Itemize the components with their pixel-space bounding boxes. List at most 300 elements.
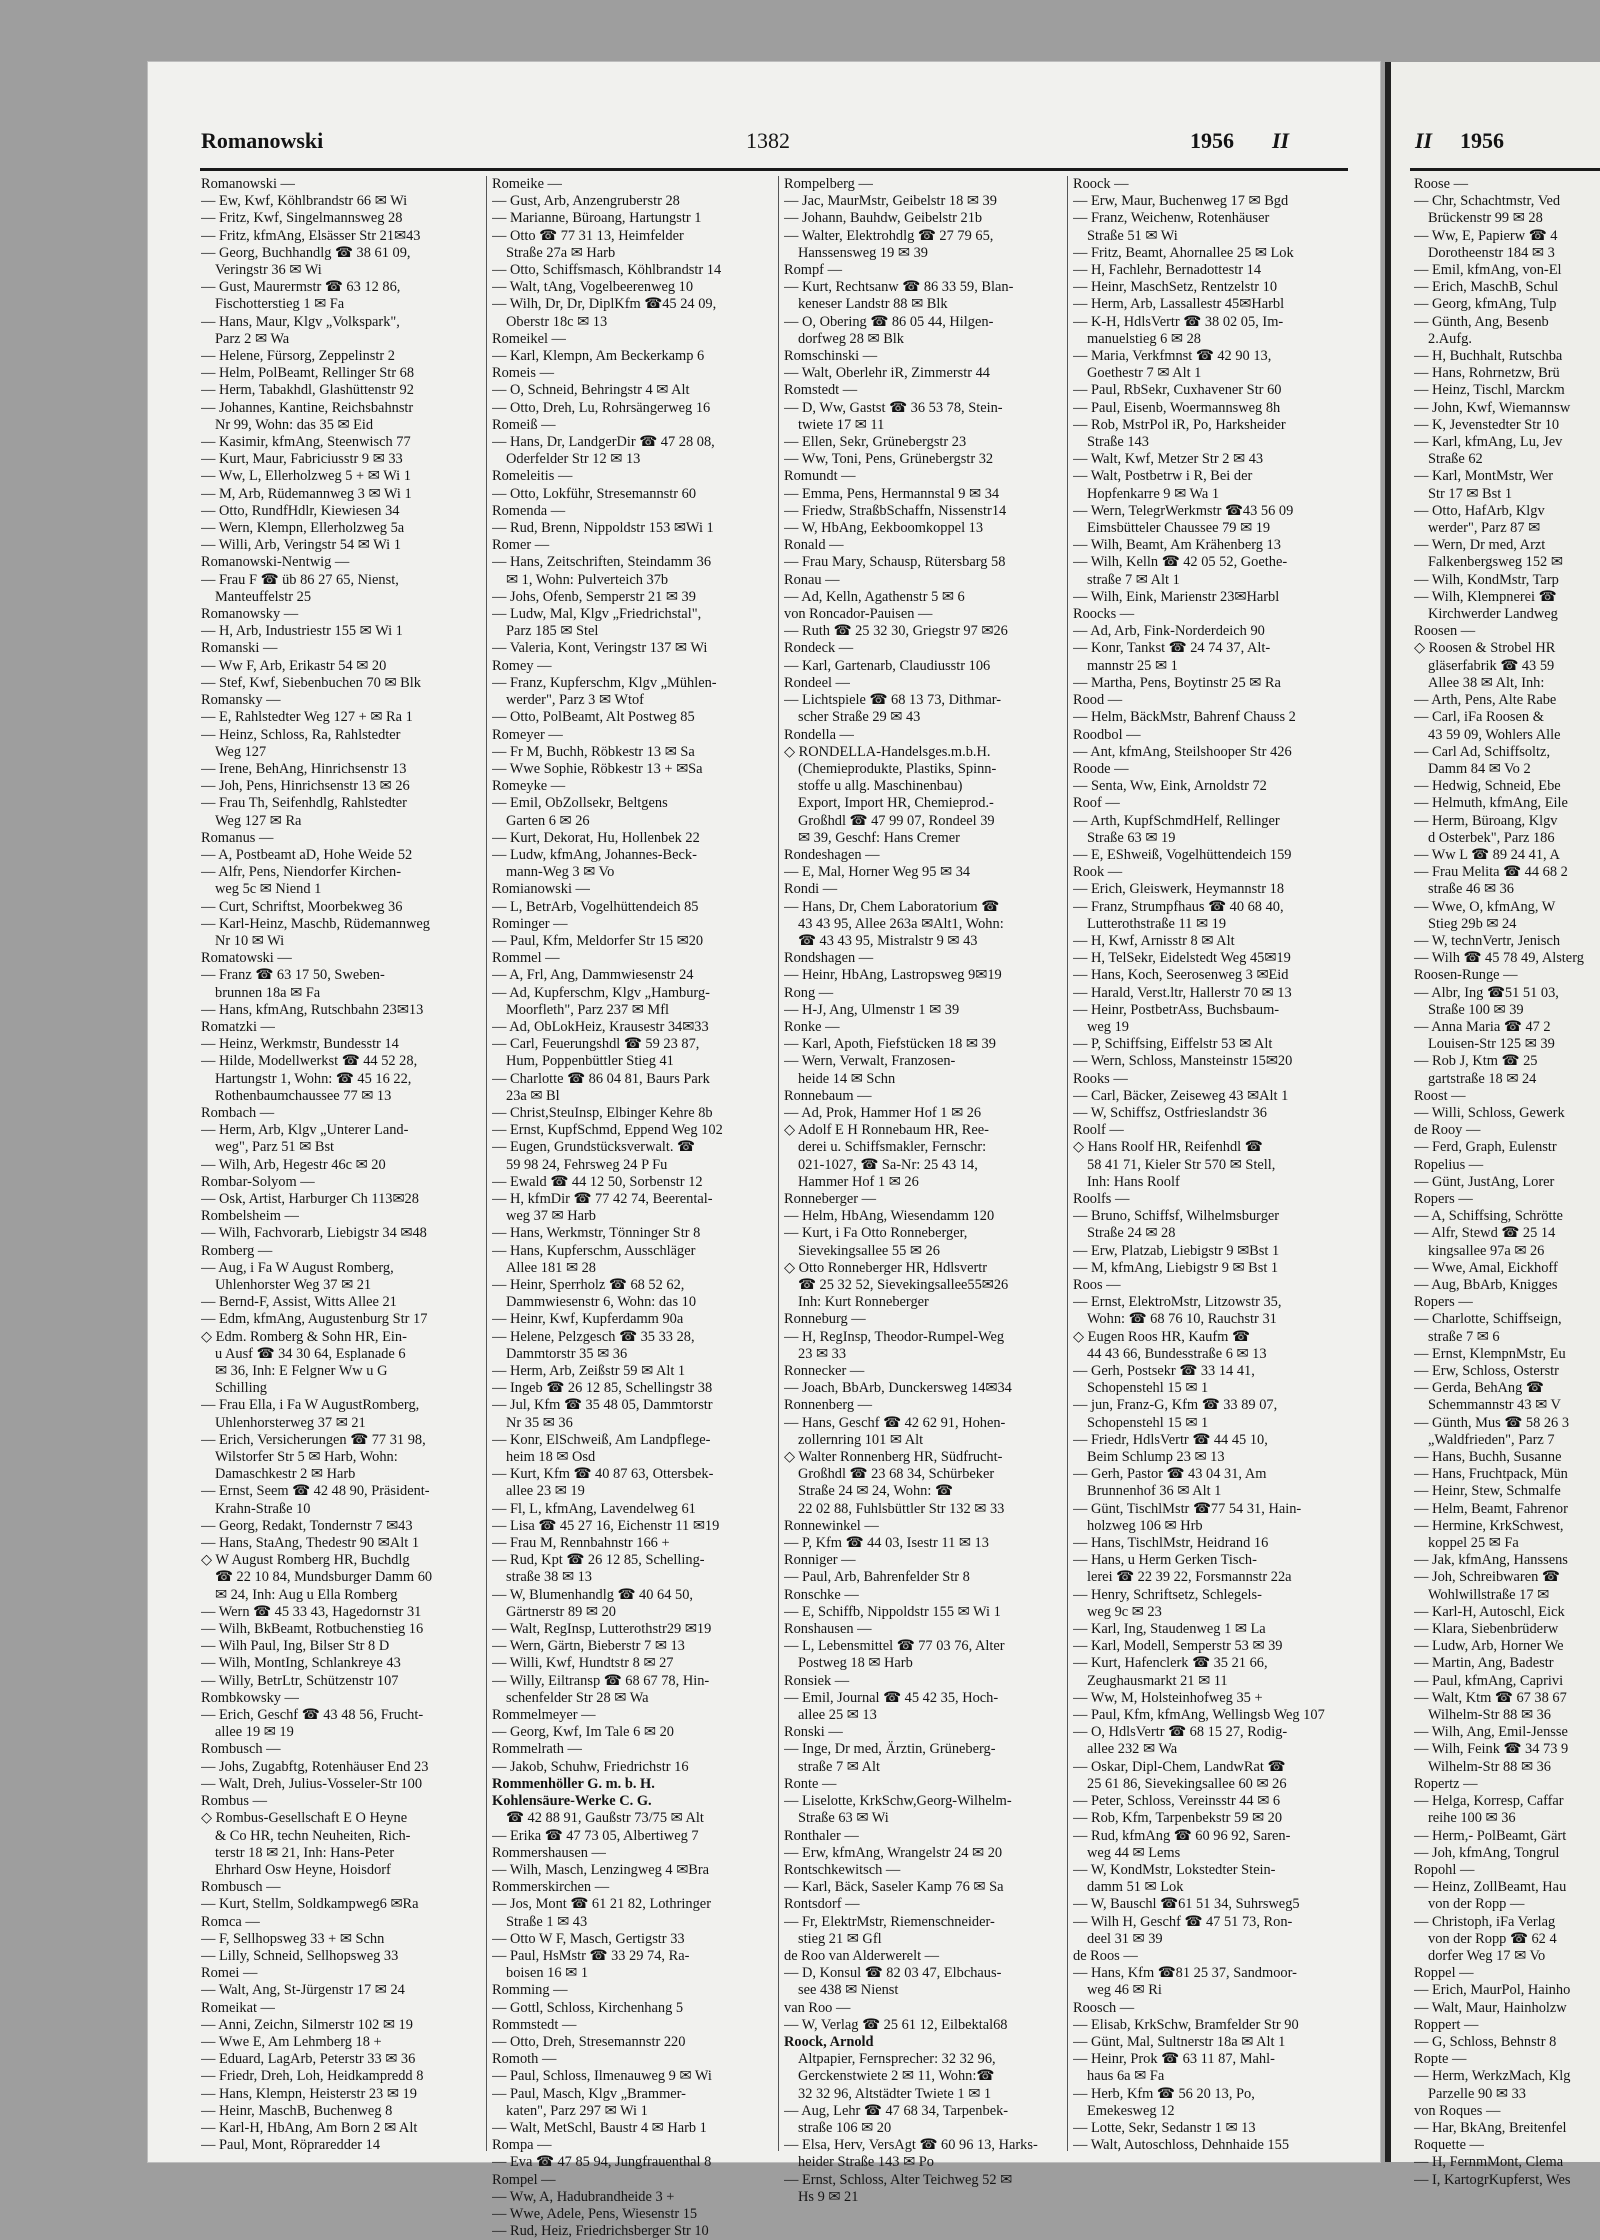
directory-entry: straße 7 ✉ Alt [798, 1758, 881, 1775]
directory-entry: — Martin, Ang, Badestr [1414, 1655, 1554, 1672]
directory-entry: — H, RegInsp, Theodor-Rumpel-Weg [784, 1328, 1005, 1345]
directory-entry: Rondeck — [784, 640, 854, 657]
directory-entry: allee 23 ✉ 19 [506, 1483, 585, 1500]
directory-entry: Wohlwillstraße 17 ✉ [1428, 1586, 1550, 1603]
directory-entry: Ronski — [784, 1724, 843, 1741]
directory-entry: — Bernd-F, Assist, Witts Allee 21 [201, 1294, 397, 1311]
directory-entry: Romoth — [492, 2051, 557, 2068]
directory-entry: — Karl, Modell, Semperstr 53 ✉ 39 [1073, 1638, 1283, 1655]
directory-entry: — Peter, Schloss, Vereinsstr 44 ✉ 6 [1073, 1793, 1281, 1810]
directory-entry: — Kurt, Rechtsanw ☎ 86 33 59, Blan- [784, 279, 1014, 296]
directory-entry: — Karl-Heinz, Maschb, Rüdemannweg [201, 915, 430, 932]
directory-entry: ✉ 24, Inh: Aug u Ella Romberg [215, 1586, 398, 1603]
directory-entry: Uhlenhorster Weg 37 ✉ 21 [215, 1277, 372, 1293]
directory-entry: — Wilh, MontIng, Schlankreye 43 [201, 1655, 401, 1672]
directory-entry: — Günth, Ang, Besenb [1414, 313, 1549, 330]
directory-entry: — Wilh, Feink ☎ 34 73 9 [1414, 1741, 1569, 1758]
directory-entry: Hum, Poppenbüttler Stieg 41 [506, 1053, 674, 1070]
directory-entry: — Frau Ella, i Fa W AugustRomberg, [201, 1397, 420, 1414]
directory-entry: — Walt, Ang, St-Jürgenstr 17 ✉ 24 [201, 1982, 405, 1999]
directory-entry: Ronsiek — [784, 1672, 850, 1689]
directory-entry: von der Ropp ☎ 62 4 [1428, 1930, 1557, 1947]
directory-entry: Weg 127 ✉ Ra [215, 812, 302, 829]
directory-entry: lerei ☎ 22 39 22, Forsmannstr 22a [1087, 1569, 1292, 1586]
directory-entry: 43 43 95, Allee 263a ✉Alt1, Wohn: [798, 915, 1004, 932]
directory-entry: — Chr, Schachtmstr, Ved [1414, 193, 1561, 210]
directory-entry: — Hans, Werkmstr, Tönninger Str 8 [492, 1225, 701, 1242]
directory-entry: — Franz, Kupferschm, Klgv „Mühlen- [492, 674, 717, 691]
directory-entry: Romstedt — [784, 382, 858, 399]
directory-entry: — Ernst, ElektroMstr, Litzowstr 35, [1073, 1294, 1282, 1311]
directory-entry: — Jac, MaurMstr, Geibelstr 18 ✉ 39 [784, 193, 997, 210]
directory-entry: — Ew, Kwf, Köhlbrandstr 66 ✉ Wi [201, 193, 408, 210]
directory-entry: — O, HdlsVertr ☎ 68 15 27, Rodig- [1073, 1724, 1288, 1741]
directory-entry: — Wilh, Ang, Emil-Jensse [1414, 1724, 1568, 1741]
directory-entry: Ronneburg — [784, 1311, 866, 1328]
directory-entry: — Karl, Ing, Staudenweg 1 ✉ La [1073, 1621, 1266, 1638]
directory-entry: — Harald, Verst.ltr, Hallerstr 70 ✉ 13 [1073, 984, 1292, 1001]
directory-entry: — M, Arb, Rüdemannweg 3 ✉ Wi 1 [201, 485, 412, 502]
directory-entry: — Herm, Tabakhdl, Glashüttenstr 92 [201, 382, 414, 399]
directory-entry: Rombach — [201, 1104, 275, 1121]
directory-entry: — Arth, Pens, Alte Rabe [1414, 692, 1557, 709]
directory-entry: straße 7 ✉ 6 [1428, 1328, 1500, 1345]
directory-entry: — Ingeb ☎ 26 12 85, Schellingstr 38 [492, 1380, 713, 1397]
directory-entry: boisen 16 ✉ 1 [506, 1965, 589, 1982]
directory-entry: — E, Mal, Horner Weg 95 ✉ 34 [784, 864, 971, 881]
directory-entry: Großhdl ☎ 47 99 07, Rondeel 39 [798, 812, 995, 829]
directory-entry: — Ww L ☎ 89 24 41, A [1414, 846, 1560, 863]
directory-entry: straße 7 ✉ Alt 1 [1087, 571, 1180, 588]
directory-entry: — Herm,- PolBeamt, Gärt [1414, 1827, 1567, 1844]
directory-entry: — Ludw, Arb, Horner We [1414, 1638, 1564, 1655]
directory-entry: — L, Lebensmittel ☎ 77 03 76, Alter [784, 1638, 1005, 1655]
directory-entry: Schilling [215, 1380, 267, 1397]
directory-entry: — Erw, Platzab, Liebigstr 9 ✉Bst 1 [1073, 1242, 1280, 1259]
directory-entry: — Kurt, Kfm ☎ 40 87 63, Ottersbek- [492, 1466, 714, 1483]
directory-entry: — Willy, BetrLtr, Schützenstr 107 [201, 1672, 399, 1689]
directory-entry: — Ad, ObLokHeiz, Krausestr 34✉33 [492, 1018, 709, 1035]
directory-entry: — Willi, Kwf, Hundtstr 8 ✉ 27 [492, 1655, 674, 1672]
directory-entry: Ronniger — [784, 1552, 856, 1569]
directory-entry: 32 32 96, Altstädter Twiete 1 ✉ 1 [798, 2085, 992, 2102]
directory-entry: Gerckenstwiete 2 ✉ 11, Wohn:☎ [798, 2068, 995, 2085]
directory-entry: Ropte — [1414, 2051, 1467, 2068]
directory-entry: — Walt, Dreh, Julius-Vosseler-Str 100 [201, 1775, 423, 1792]
directory-entry: — Lichtspiele ☎ 68 13 73, Dithmar- [784, 692, 1002, 709]
directory-entry: derei u. Schiffsmakler, Fernschr: [798, 1139, 987, 1156]
directory-entry: — Heinr, HbAng, Lastropsweg 9✉19 [784, 967, 1002, 984]
directory-entry: Romeyer — [492, 726, 563, 743]
directory-entry: — Ludw, kfmAng, Johannes-Beck- [492, 846, 697, 863]
directory-entry: Roock — [1073, 176, 1129, 192]
directory-entry: — Kurt, Maur, Fabriciusstr 9 ✉ 33 [201, 451, 403, 468]
directory-entry: — Hans, Kfm ☎81 25 37, Sandmoor- [1073, 1965, 1297, 1982]
directory-entry: schenfelder Str 28 ✉ Wa [506, 1689, 649, 1706]
directory-entry: weg 9c ✉ 23 [1087, 1603, 1162, 1620]
directory-entry: — Wern, Schloss, Mansteinstr 15✉20 [1073, 1053, 1293, 1070]
directory-entry: — K, Jevenstedter Str 10 [1414, 416, 1560, 433]
directory-entry: u Ausf ☎ 34 30 64, Esplanade 6 [215, 1345, 406, 1362]
directory-entry: — Osk, Artist, Harburger Ch 113✉28 [201, 1190, 419, 1207]
directory-entry: — Hans, Fruchtpack, Mün [1414, 1466, 1568, 1483]
directory-entry: — Jul, Kfm ☎ 35 48 05, Dammtorstr [492, 1397, 713, 1414]
directory-entry: — Anni, Zeichn, Silmerstr 102 ✉ 19 [201, 2016, 413, 2033]
directory-entry: Oberstr 18c ✉ 13 [506, 313, 608, 330]
directory-entry: — D, Konsul ☎ 82 03 47, Elbchaus- [784, 1965, 1002, 1982]
directory-entry: Ronshausen — [784, 1621, 872, 1638]
directory-entry: see 438 ✉ Nienst [798, 1982, 899, 1999]
directory-entry: — Ww, A, Hadubrandheide 3 + [492, 2188, 675, 2205]
directory-entry: terstr 18 ✉ 21, Inh: Hans-Peter [215, 1844, 395, 1861]
directory-entry: — Willi, Schloss, Gewerk [1414, 1104, 1565, 1121]
directory-entry: — Anna Maria ☎ 47 2 [1414, 1018, 1551, 1035]
directory-entry: — Walt, Autoschloss, Dehnhaide 155 [1073, 2137, 1290, 2154]
directory-entry: — Wilh, Masch, Lenzingweg 4 ✉Bra [492, 1861, 710, 1878]
directory-entry: scher Straße 29 ✉ 43 [798, 709, 921, 726]
directory-entry: Rompa — [492, 2137, 552, 2154]
directory-entry: ◇ Hans Roolf HR, Reifenhdl ☎ [1073, 1139, 1263, 1156]
directory-entry: — Curt, Schriftst, Moorbekweg 36 [201, 898, 403, 915]
directory-entry: — Ww, Toni, Pens, Grünebergstr 32 [784, 451, 994, 468]
directory-entry: Romeikat — [201, 1999, 275, 2016]
directory-entry: — Wern, Dr med, Arzt [1414, 537, 1546, 554]
directory-entry: — Aug, Lehr ☎ 47 68 34, Tarpenbek- [784, 2102, 1009, 2119]
directory-entry: — Friedw, StraßbSchaffn, Nissenstr14 [784, 502, 1007, 519]
directory-entry: — Wilh, Fachvorarb, Liebigstr 34 ✉48 [201, 1225, 427, 1242]
directory-entry: Romberg — [201, 1242, 273, 1259]
directory-entry: Straße 1 ✉ 43 [506, 1913, 588, 1930]
directory-entry: — H, TelSekr, Eidelstedt Weg 45✉19 [1073, 950, 1291, 967]
directory-entry: — E, Schiffb, Nippoldstr 155 ✉ Wi 1 [784, 1603, 1001, 1620]
directory-entry: — Ww, L, Ellerholzweg 5 + ✉ Wi 1 [201, 468, 411, 485]
directory-entry: Romansky — [201, 692, 281, 709]
directory-entry: Ropelius — [1414, 1156, 1484, 1173]
directory-entry: Kirchwerder Landweg [1428, 606, 1558, 623]
directory-entry: ☎ 42 88 91, Gaußstr 73/75 ✉ Alt [506, 1810, 704, 1827]
directory-entry: Rompel — [492, 2171, 556, 2188]
directory-entry: reihe 100 ✉ 36 [1428, 1810, 1516, 1827]
directory-entry: — Frau M, Rennbahnstr 166 + [492, 1535, 670, 1552]
directory-entry: — Liselotte, KrkSchw,Georg-Wilhelm- [784, 1793, 1012, 1810]
directory-entry: Kohlensäure-Werke C. G. [492, 1793, 652, 1810]
directory-entry: Beim Schlump 23 ✉ 13 [1087, 1449, 1225, 1466]
directory-entry: — Konr, ElSchweiß, Am Landpflege- [492, 1431, 711, 1448]
page-header [0, 128, 1600, 164]
directory-entry: Inh: Hans Roolf [1087, 1173, 1180, 1190]
directory-entry: — Heinr, Kwf, Kupferdamm 90a [492, 1311, 684, 1328]
directory-entry: — Hans, TischlMstr, Heidrand 16 [1073, 1535, 1269, 1552]
directory-entry: Stieg 29b ✉ 24 [1428, 915, 1517, 932]
directory-entry: Uhlenhorsterweg 37 ✉ 21 [215, 1414, 366, 1431]
directory-entry: ☎ 43 43 95, Mistralstr 9 ✉ 43 [798, 932, 978, 949]
column-5 [1414, 176, 1600, 2189]
directory-entry: — E, Rahlstedter Weg 127 + ✉ Ra 1 [201, 709, 413, 726]
directory-entry: 44 43 66, Bundesstraße 6 ✉ 13 [1087, 1345, 1267, 1362]
directory-entry: ◇ Edm. Romberg & Sohn HR, Ein- [201, 1328, 407, 1345]
directory-entry: — Johannes, Kantine, Reichsbahnstr [201, 399, 414, 416]
directory-entry: Romanowsky — [201, 606, 299, 623]
directory-entry: — Karl, Gartenarb, Claudiusstr 106 [784, 657, 991, 674]
directory-entry: — H, Kwf, Arnisstr 8 ✉ Alt [1073, 932, 1235, 949]
directory-entry: — Eugen, Grundstücksverwalt. ☎ [492, 1139, 695, 1156]
directory-entry: — Helene, Pelzgesch ☎ 35 33 28, [492, 1328, 695, 1345]
directory-entry: deel 31 ✉ 39 [1087, 1930, 1163, 1947]
directory-entry: Ronthaler — [784, 1827, 859, 1844]
directory-entry: — Paul, Masch, Klgv „Brammer- [492, 2085, 686, 2102]
directory-entry: — Hermine, KrkSchwest, [1414, 1517, 1564, 1534]
directory-entry: — M, kfmAng, Liebigstr 9 ✉ Bst 1 [1073, 1259, 1279, 1276]
directory-entry: — Walt, tAng, Vogelbeerenweg 10 [492, 279, 694, 296]
directory-entry: — Walt, RegInsp, Lutterothstr29 ✉19 [492, 1621, 712, 1638]
directory-entry: Nr 99, Wohn: das 35 ✉ Eid [215, 416, 374, 433]
directory-entry: koppel 25 ✉ Fa [1428, 1535, 1519, 1552]
right-header-part: II [1415, 128, 1433, 153]
directory-entry: — L, BetrArb, Vogelhüttendeich 85 [492, 898, 699, 915]
directory-entry: — Aug, BbArb, Knigges [1414, 1277, 1558, 1293]
directory-entry: — A, Schiffsing, Schrötte [1414, 1208, 1563, 1225]
directory-entry: — Paul, Arb, Bahrenfelder Str 8 [784, 1569, 970, 1586]
directory-entry: Roolf — [1073, 1122, 1124, 1139]
directory-entry: — Heinr, Stew, Schmalfe [1414, 1483, 1561, 1500]
directory-entry: — Wilh, BkBeamt, Rotbuchenstieg 16 [201, 1621, 424, 1638]
directory-entry: — Rob, MstrPol iR, Po, Harksheider [1073, 416, 1286, 433]
directory-entry: Krahn-Straße 10 [215, 1500, 311, 1517]
directory-entry: — Har, BkAng, Breitenfel [1414, 2119, 1567, 2136]
directory-entry: — Irene, BehAng, Hinrichsenstr 13 [201, 760, 407, 777]
directory-entry: — Valeria, Kont, Veringstr 137 ✉ Wi [492, 640, 708, 657]
directory-entry: ✉ 39, Geschf: Hans Cremer [798, 829, 960, 846]
directory-entry: Dammwiesenstr 6, Wohn: das 10 [506, 1294, 697, 1311]
directory-entry: Straße 51 ✉ Wi [1087, 227, 1178, 244]
directory-entry: — Franz, Strumpfhaus ☎ 40 68 40, [1073, 898, 1284, 915]
directory-entry: — Wilh, Klempnerei ☎ [1414, 588, 1557, 605]
directory-entry: — Wwe, Adele, Pens, Wiesenstr 15 [492, 2205, 698, 2222]
directory-entry: Gärtnerstr 89 ✉ 20 [506, 1603, 616, 1620]
directory-entry: Straße 100 ✉ 39 [1428, 1001, 1524, 1018]
directory-entry: — Kurt, i Fa Otto Ronneberger, [784, 1225, 968, 1242]
directory-entry: — Carl, iFa Roosen & [1414, 709, 1544, 726]
directory-entry: — Alfr, Pens, Niendorfer Kirchen- [201, 864, 402, 881]
directory-entry: Rombkowsky — [201, 1689, 299, 1706]
directory-entry: — Wern, Verwalt, Franzosen- [784, 1053, 956, 1070]
directory-entry: — Fritz, Beamt, Ahornallee 25 ✉ Lok [1073, 244, 1294, 261]
directory-entry: — Jak, kfmAng, Hanssens [1414, 1552, 1568, 1569]
directory-entry: Schemmannstr 43 ✉ V [1428, 1397, 1561, 1414]
directory-entry: straße 38 ✉ 13 [506, 1569, 592, 1586]
directory-entry: — Gerda, BehAng ☎ [1414, 1380, 1544, 1397]
directory-entry: Romanski — [201, 640, 278, 657]
directory-entry: — Helm, HbAng, Wiesendamm 120 [784, 1208, 995, 1225]
directory-entry: Rook — [1073, 864, 1123, 881]
directory-entry: — Rob, Kfm, Tarpenbekstr 59 ✉ 20 [1073, 1810, 1283, 1827]
directory-entry: stoffe u allg. Maschinenbau) [798, 778, 963, 795]
directory-entry: — Wilh H, Geschf ☎ 47 51 73, Ron- [1073, 1913, 1293, 1930]
directory-entry: — John, Kwf, Wiemannsw [1414, 399, 1571, 416]
directory-entry: — Jakob, Schuhw, Friedrichstr 16 [492, 1758, 689, 1775]
directory-entry: Parz 185 ✉ Stel [506, 623, 599, 640]
directory-entry: Parzelle 90 ✉ 33 [1428, 2085, 1526, 2102]
directory-entry: Fischotterstieg 1 ✉ Fa [215, 296, 345, 313]
directory-entry: Rontsdorf — [784, 1896, 860, 1913]
directory-entry: — Karl, MontMstr, Wer [1414, 468, 1554, 485]
directory-entry: ◇ Eugen Roos HR, Kaufm ☎ [1073, 1328, 1250, 1345]
directory-entry: keneser Landstr 88 ✉ Blk [798, 296, 948, 313]
directory-entry: Ronau — [784, 571, 840, 588]
directory-entry: — Elisab, KrkSchw, Bramfelder Str 90 [1073, 2016, 1299, 2033]
directory-entry: Roppert — [1414, 2016, 1479, 2033]
directory-entry: Roppel — [1414, 1965, 1474, 1982]
directory-entry: Romer — [492, 537, 550, 554]
directory-entry: Romey — [492, 657, 552, 674]
directory-entry: — Alfr, Stewd ☎ 25 14 [1414, 1225, 1556, 1242]
directory-entry: — H, Fachlehr, Bernadottestr 14 [1073, 262, 1262, 279]
directory-entry: — W, KondMstr, Lokstedter Stein- [1073, 1861, 1276, 1878]
directory-entry: Roose — [1414, 176, 1468, 192]
directory-entry: Ronschke — [784, 1586, 859, 1603]
header-left-name: Romanowski [201, 128, 324, 153]
directory-entry: Rommershausen — [492, 1844, 606, 1861]
directory-entry: — Kasimir, kfmAng, Steenwisch 77 [201, 434, 411, 451]
directory-entry: — Ww, M, Holsteinhofweg 35 + [1073, 1689, 1263, 1706]
directory-entry: — Gerh, Pastor ☎ 43 04 31, Am [1073, 1466, 1267, 1483]
directory-entry: — Erich, Gleiswerk, Heymannstr 18 [1073, 881, 1285, 898]
directory-entry: — Heinr, MaschSetz, Rentzelstr 10 [1073, 279, 1278, 296]
directory-entry: Dammtorstr 35 ✉ 36 [506, 1345, 628, 1362]
header-year: 1956 [1190, 128, 1234, 153]
directory-entry: Export, Import HR, Chemieprod.- [798, 795, 994, 812]
directory-entry: Romca — [201, 1913, 260, 1930]
directory-entry: — Johann, Bauhdw, Geibelstr 21b [784, 210, 983, 227]
directory-entry: 43 59 09, Wohlers Alle [1428, 726, 1561, 743]
directory-entry: von Roques — [1414, 2102, 1501, 2119]
directory-entry: von der Ropp — [1428, 1896, 1525, 1913]
directory-entry: Romanus — [201, 829, 274, 846]
directory-entry: — W, technVertr, Jenisch [1414, 932, 1561, 949]
right-header-rule [1410, 168, 1600, 171]
directory-entry: — Georg, Kwf, Im Tale 6 ✉ 20 [492, 1724, 674, 1741]
directory-entry: Roquette — [1414, 2137, 1484, 2154]
directory-entry: — Günt, Mal, Sultnerstr 18a ✉ Alt 1 [1073, 2033, 1286, 2050]
directory-entry: — Heinz, ZollBeamt, Hau [1414, 1879, 1567, 1896]
directory-entry: — Wern, Gärtn, Bieberstr 7 ✉ 13 [492, 1638, 685, 1655]
directory-entry: Brunnenhof 36 ✉ Alt 1 [1087, 1483, 1222, 1500]
directory-entry: — Wwe, Amal, Eickhoff [1414, 1259, 1558, 1276]
directory-entry: Ronte — [784, 1775, 837, 1792]
directory-entry: — Heinr, Sperrholz ☎ 68 52 62, [492, 1277, 685, 1293]
directory-entry: — Walt, Ktm ☎ 67 38 67 [1414, 1689, 1567, 1706]
directory-entry: ☎ 25 32 52, Sievekingsallee55✉26 [798, 1277, 1009, 1293]
directory-entry: Oderfelder Str 12 ✉ 13 [506, 451, 641, 468]
directory-entry: stieg 21 ✉ Gfl [798, 1930, 882, 1947]
directory-entry: Romanowski-Nentwig — [201, 554, 350, 571]
directory-entry: Rondshagen — [784, 950, 874, 967]
directory-entry: — Karl, Klempn, Am Beckerkamp 6 [492, 348, 705, 365]
directory-entry: — Stef, Kwf, Siebenbuchen 70 ✉ Blk [201, 674, 421, 691]
directory-entry: — P, Schiffsing, Eiffelstr 53 ✉ Alt [1073, 1036, 1273, 1053]
directory-entry: — Oskar, Dipl-Chem, LandwRat ☎ [1073, 1758, 1286, 1775]
directory-entry: — Joh, kfmAng, Tongrul [1414, 1844, 1560, 1861]
directory-entry: — Charlotte ☎ 86 04 81, Baurs Park [492, 1070, 710, 1087]
directory-entry: — Hans, Dr, LandgerDir ☎ 47 28 08, [492, 434, 715, 451]
directory-entry: — Herm, Arb, Zeißstr 59 ✉ Alt 1 [492, 1363, 686, 1380]
directory-entry: — W, Verlag ☎ 25 61 12, Eilbektal68 [784, 2016, 1008, 2033]
directory-entry: Rominger — [492, 915, 568, 932]
directory-entry: weg 37 ✉ Harb [506, 1208, 596, 1225]
directory-entry: — Wwe E, Am Lehmberg 18 + [201, 2033, 382, 2050]
directory-entry: Rombusch — [201, 1741, 281, 1758]
directory-entry: Rombusch — [201, 1879, 281, 1896]
directory-entry: — Konr, Tankst ☎ 24 74 37, Alt- [1073, 640, 1271, 657]
directory-entry: Altpapier, Fernsprecher: 32 32 96, [798, 2051, 996, 2068]
directory-entry: weg 46 ✉ Ri [1087, 1982, 1162, 1999]
directory-entry: — Otto ☎ 77 31 13, Heimfelder [492, 227, 684, 244]
directory-entry: — Hans, Dr, Chem Laboratorium ☎ [784, 898, 1000, 915]
directory-entry: — H, Buchhalt, Rutschba [1414, 348, 1563, 365]
directory-entry: — W, HbAng, Eekboomkoppel 13 [784, 520, 984, 537]
directory-entry: Rompelberg — [784, 176, 873, 192]
directory-entry: van Roo — [784, 1999, 851, 2016]
directory-entry: — Jos, Mont ☎ 61 21 82, Lothringer [492, 1896, 711, 1913]
directory-entry: Ronnenberg — [784, 1397, 873, 1414]
directory-entry: dorfer Weg 17 ✉ Vo [1428, 1947, 1546, 1964]
directory-entry: — Paul, Kfm, Meldorfer Str 15 ✉20 [492, 932, 704, 949]
directory-entry: — Hans, Koch, Seerosenweg 3 ✉Eid [1073, 967, 1289, 984]
directory-entry: Romeiß — [492, 416, 556, 433]
directory-entry: — Ad, Kelln, Agathenstr 5 ✉ 6 [784, 588, 965, 605]
directory-entry: Wohn: ☎ 68 76 10, Rauchstr 31 [1087, 1311, 1277, 1328]
directory-entry: Allee 181 ✉ 28 [506, 1259, 596, 1276]
directory-entry: — Karl, Bäck, Saseler Kamp 76 ✉ Sa [784, 1879, 1004, 1896]
directory-entry: — Frau F ☎ üb 86 27 65, Nienst, [201, 571, 399, 588]
directory-entry: Ronnecker — [784, 1363, 865, 1380]
directory-entry: de Roo van Alderwerelt — [784, 1947, 940, 1964]
directory-entry: Eimsbütteler Chaussee 79 ✉ 19 [1087, 520, 1271, 537]
directory-entry: — Helm, BäckMstr, Bahrenf Chauss 2 [1073, 709, 1296, 726]
directory-entry: — F, Sellhopsweg 33 + ✉ Schn [201, 1930, 385, 1947]
directory-entry: „Waldfrieden", Parz 7 [1428, 1431, 1555, 1448]
directory-entry: — Ellen, Sekr, Grünebergstr 23 [784, 434, 967, 451]
directory-entry: — Karl-H, HbAng, Am Born 2 ✉ Alt [201, 2119, 418, 2136]
directory-entry: — Georg, Buchhandlg ☎ 38 61 09, [201, 244, 411, 261]
directory-entry: — Emil, Journal ☎ 45 42 35, Hoch- [784, 1689, 999, 1706]
directory-entry: — Friedr, Dreh, Loh, Heidkampredd 8 [201, 2068, 424, 2085]
directory-entry: — Erich, MaschB, Schul [1414, 279, 1559, 296]
directory-entry: — Fritz, kfmAng, Elsässer Str 21✉43 [201, 227, 421, 244]
directory-entry: — Helene, Fürsorg, Zeppelinstr 2 [201, 348, 395, 365]
directory-entry: Rontschkewitsch — [784, 1861, 901, 1878]
directory-entry: — Otto, RundfHdlr, Kiewiesen 34 [201, 502, 400, 519]
directory-entry: — W, Bauschl ☎61 51 34, Suhrsweg5 [1073, 1896, 1300, 1913]
directory-entry: — Herm, Büroang, Klgv [1414, 812, 1558, 829]
directory-entry: & Co HR, techn Neuheiten, Rich- [215, 1827, 411, 1844]
directory-entry: — Ad, Arb, Fink-Norderdeich 90 [1073, 623, 1265, 640]
directory-entry: allee 232 ✉ Wa [1087, 1741, 1178, 1758]
directory-entry: Manteuffelstr 25 [215, 588, 312, 605]
directory-entry: — Rob J, Ktm ☎ 25 [1414, 1053, 1538, 1070]
directory-entry: Allee 38 ✉ Alt, Inh: [1428, 674, 1545, 691]
directory-entry: Roof — [1073, 795, 1120, 812]
directory-entry: — Emma, Pens, Hermannstal 9 ✉ 34 [784, 485, 1000, 502]
directory-entry: — Heinz, Werkmstr, Bundesstr 14 [201, 1036, 399, 1053]
column-1 [201, 176, 478, 2154]
directory-entry: Wilhelm-Str 88 ✉ 36 [1428, 1758, 1551, 1775]
directory-entry: — Paul, RbSekr, Cuxhavener Str 60 [1073, 382, 1282, 399]
directory-entry: — Hedwig, Schneid, Ebe [1414, 778, 1561, 795]
directory-entry: — Paul, Schloss, Ilmenauweg 9 ✉ Wi [492, 2068, 712, 2085]
directory-entry: ◇ RONDELLA-Handelsges.m.b.H. [784, 743, 991, 760]
directory-entry: Ehrhard Osw Heyne, Hoisdorf [215, 1861, 391, 1878]
